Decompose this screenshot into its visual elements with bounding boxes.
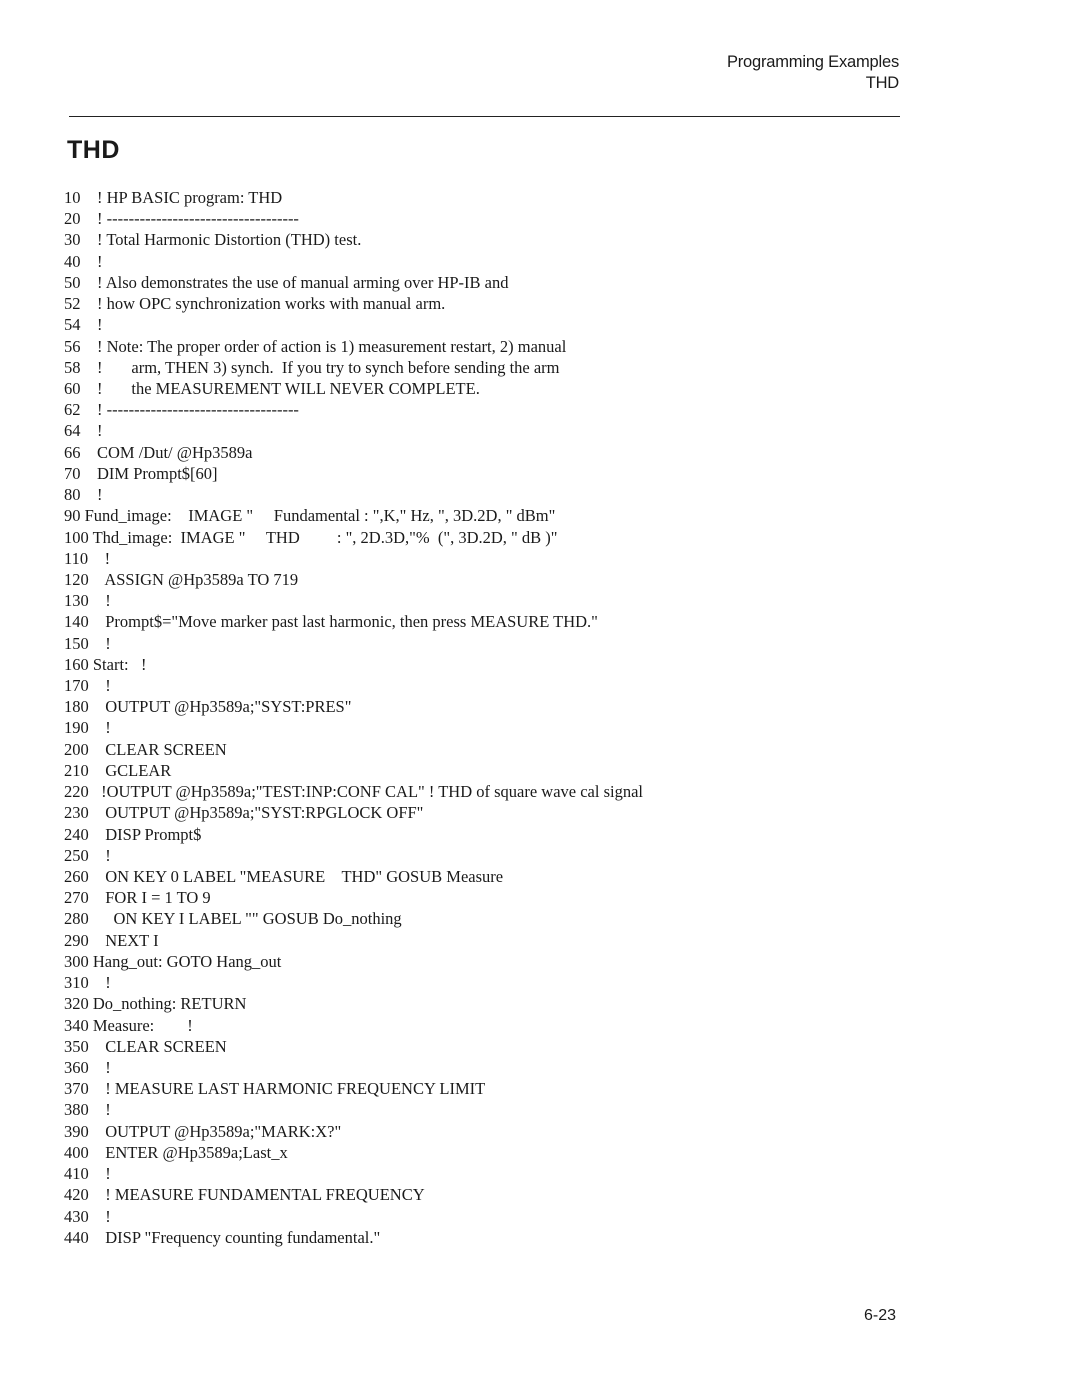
code-line: 350 CLEAR SCREEN [64, 1036, 227, 1056]
code-line: 110 ! [64, 548, 111, 568]
code-line: 150 ! [64, 633, 111, 653]
code-line: 20 ! ----------------------------------- [64, 209, 299, 229]
code-line: 120 ASSIGN @Hp3589a TO 719 [64, 569, 299, 589]
header-rule [69, 116, 900, 117]
code-line: 440 DISP "Frequency counting fundamental." [64, 1227, 381, 1247]
code-listing [64, 187, 643, 1248]
code-line: 10 ! HP BASIC program: THD [64, 188, 283, 207]
code-line: 190 ! [64, 718, 111, 738]
code-line: 280 ON KEY I LABEL "" GOSUB Do_nothing [64, 909, 402, 929]
code-line: 90 Fund_image: IMAGE " Fundamental : ",K," Hz, ", 3D.2D, " dBm" [64, 506, 556, 526]
code-line: 200 CLEAR SCREEN [64, 739, 227, 759]
code-line: 60 ! the MEASUREMENT WILL NEVER COMPLETE. [64, 378, 480, 398]
code-line: 370 ! MEASURE LAST HARMONIC FREQUENCY LIMIT [64, 1079, 486, 1099]
code-line: 56 ! Note: The proper order of action is 1) measurement restart, 2) manual [64, 336, 567, 356]
code-line: 390 OUTPUT @Hp3589a;"MARK:X?" [64, 1121, 342, 1141]
code-line: 230 OUTPUT @Hp3589a;"SYST:RPGLOCK OFF" [64, 803, 424, 823]
header-topic: THD [865, 74, 899, 92]
code-line: 340 Measure: ! [64, 1015, 193, 1035]
code-line: 70 DIM Prompt$[60] [64, 463, 218, 483]
code-line: 270 FOR I = 1 TO 9 [64, 888, 211, 908]
code-line: 100 Thd_image: IMAGE " THD : ", 2D.3D,"% (", 3D.2D, " dB )" [64, 527, 558, 547]
code-line: 140 Prompt$="Move marker past last harmonic, then press MEASURE THD." [64, 612, 598, 632]
code-line: 250 ! [64, 845, 111, 865]
code-line: 40 ! [64, 251, 103, 271]
code-line: 290 NEXT I [64, 930, 159, 950]
code-line: 420 ! MEASURE FUNDAMENTAL FREQUENCY [64, 1185, 425, 1205]
code-line: 410 ! [64, 1164, 111, 1184]
code-line: 430 ! [64, 1206, 111, 1226]
code-line: 54 ! [64, 315, 103, 335]
code-line: 360 ! [64, 1057, 111, 1077]
code-line: 160 Start: ! [64, 654, 147, 674]
code-line: 210 GCLEAR [64, 760, 172, 780]
code-line: 380 ! [64, 1100, 111, 1120]
running-header [727, 52, 899, 94]
code-line: 30 ! Total Harmonic Distortion (THD) test. [64, 230, 362, 250]
code-line: 80 ! [64, 485, 103, 505]
code-line: 170 ! [64, 676, 111, 696]
code-line: 300 Hang_out: GOTO Hang_out [64, 951, 282, 971]
code-line: 64 ! [64, 421, 103, 441]
code-line: 62 ! ----------------------------------- [64, 400, 299, 420]
code-line: 310 ! [64, 973, 111, 993]
code-line: 400 ENTER @Hp3589a;Last_x [64, 1142, 288, 1162]
page-number: 6-23 [863, 1307, 896, 1324]
code-line: 66 COM /Dut/ @Hp3589a [64, 442, 253, 462]
header-section: Programming Examples [726, 53, 899, 71]
code-line: 240 DISP Prompt$ [64, 824, 202, 844]
code-line: 50 ! Also demonstrates the use of manual arming over HP-IB and [64, 272, 509, 292]
page-title: THD [67, 136, 120, 164]
code-line: 320 Do_nothing: RETURN [64, 994, 247, 1014]
code-line: 260 ON KEY 0 LABEL "MEASURE THD" GOSUB Measure [64, 867, 504, 886]
code-line: 58 ! arm, THEN 3) synch. If you try to synch before sending the arm [64, 357, 560, 377]
code-line: 52 ! how OPC synchronization works with manual arm. [64, 294, 446, 314]
code-line: 130 ! [64, 591, 111, 611]
code-line: 180 OUTPUT @Hp3589a;"SYST:PRES" [64, 697, 352, 717]
code-line: 220 !OUTPUT @Hp3589a;"TEST:INP:CONF CAL" ! THD of square wave cal signal [64, 782, 643, 802]
